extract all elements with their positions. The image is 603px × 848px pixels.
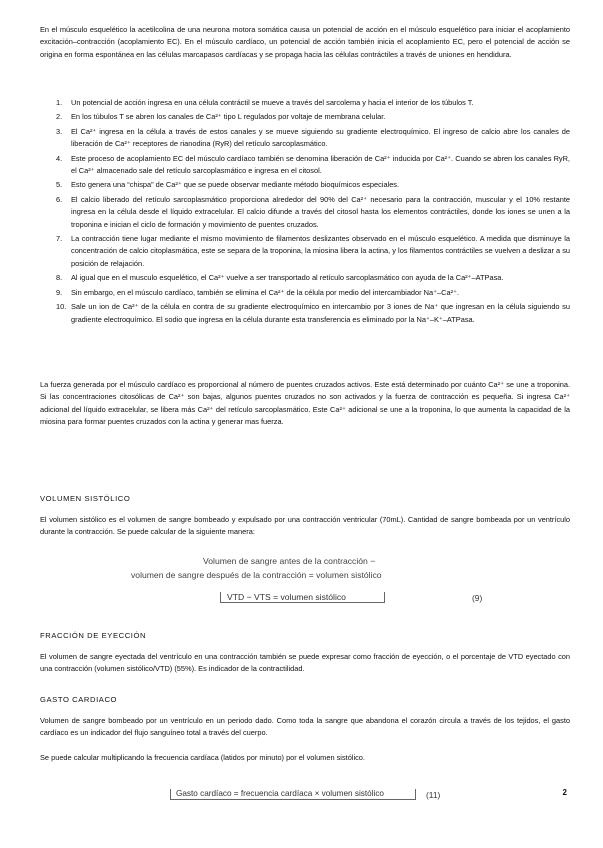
list-item-text: Un potencial de acción ingresa en una célula contráctil se mueve a través del sarcolema y hacia el interior de los túbulos T. <box>71 98 474 107</box>
gasto-cardiaco-paragraph-1: Volumen de sangre bombeado por un ventrículo en un periodo dado. Como toda la sangre que abandona el corazón circula a través de los tejidos, el gasto cardíaco es un indicador del flujo sanguíneo total a través del cuerpo. <box>40 716 570 738</box>
equation-line-1: Volumen de sangre antes de la contracción − <box>203 556 376 566</box>
ec-coupling-steps-list <box>40 97 570 328</box>
equation-boxed-text: Gasto cardíaco = frecuencia cardíaca × volumen sistólico <box>176 789 384 798</box>
equation-number: (11) <box>426 790 441 800</box>
force-paragraph: La fuerza generada por el músculo cardíaco es proporcional al número de puentes cruzados activos. Este está determinado por cuánto Ca²⁺ se une a troponina. Si las concentraciones citosólicas de Ca²⁺ son bajas, algunos puentes cruzados no son activados y la fuerza de contracción es pequeña. Si ingresa Ca²⁺ adicional del líquido extracelular, se libera más Ca²⁺ del retículo sarcoplasmático. Este Ca²⁺ adicional se une a la troponina, lo que aumenta la capacidad de la miosina para formar puentes cruzados con la actina y generar mas fuerza. <box>40 380 570 427</box>
list-item-text: El Ca²⁺ ingresa en la célula a través de estos canales y se mueve siguiendo su gradiente electroquímico. El ingreso de calcio abre los canales de liberación de Ca²⁺ receptores de rianodina (RyR) del retículo sarcoplasmático. <box>71 126 570 149</box>
gasto-cardiaco-paragraph-2: Se puede calcular multiplicando la frecuencia cardíaca (latidos por minuto) por el volumen sistólico. <box>40 753 365 762</box>
list-item <box>40 194 570 231</box>
list-item-text: Esto genera una “chispa” de Ca²⁺ que se puede observar mediante método bioquímicos especiales. <box>71 180 400 190</box>
list-item <box>40 301 570 326</box>
list-item <box>40 111 570 123</box>
list-item <box>40 97 570 109</box>
list-item-number: 7. <box>56 234 63 244</box>
list-item <box>40 272 570 284</box>
page-number: 2 <box>562 788 567 797</box>
list-item-text: Al igual que en el musculo esquelético, el Ca²⁺ vuelve a ser transportado al retículo sarcoplasmático con ayuda de la Ca²⁺–ATPasa. <box>71 273 504 283</box>
fraccion-eyeccion-paragraph: El volumen de sangre eyectada del ventrículo en una contracción también se puede expresar como fracción de eyección, o el porcentaje de VTD eyectado con una contracción (volumen sistólico/VTD) (55%). Es indicador de la contractilidad. <box>40 652 570 674</box>
list-item-number: 2. <box>56 112 63 122</box>
list-item-text: La contracción tiene lugar mediante el mismo movimiento de filamentos deslizantes observado en el músculo esquelético. A medida que disminuye la concentración de calcio citoplasmática, este se separa de la troponina, la miosina libera la actina, y los filamentos contráctiles se vuelven a deslizar a su posición de relajación. <box>71 234 570 268</box>
list-item <box>40 126 570 151</box>
list-item-number: 6. <box>56 194 63 204</box>
section-title-volumen-sistolico: VOLUMEN SISTÓLICO <box>40 494 131 503</box>
list-item <box>40 153 570 178</box>
equation-boxed-text: VTD − VTS = volumen sistólico <box>227 592 346 602</box>
list-item-number: 8. <box>56 273 63 283</box>
list-item <box>40 179 570 191</box>
list-item-number: 10. <box>56 302 67 312</box>
list-item-text: Sin embargo, en el músculo cardíaco, también se elimina el Ca²⁺ de la célula por medio del intercambiador Na⁺–Ca²⁺. <box>71 287 459 297</box>
list-item-number: 5. <box>56 180 63 190</box>
list-item-text: El calcio liberado del retículo sarcoplasmático proporciona alrededor del 90% del Ca²⁺ necesario para la contracción, muscular y el 10% restante ingresa en la célula desde el líquido extracelular. El calcio difunde a través del citosol hasta los elementos contráctiles, donde los iones se unen a la troponina e inician el ciclo de formación y movimiento de puentes cruzados. <box>71 194 570 229</box>
list-item-number: 3. <box>56 126 63 136</box>
list-item <box>40 233 570 270</box>
equation-line-2: volumen de sangre después de la contracción = volumen sistólico <box>131 570 382 580</box>
list-item-number: 1. <box>56 98 63 107</box>
equation-number: (9) <box>472 593 483 603</box>
list-item-text: Sale un ion de Ca²⁺ de la célula en contra de su gradiente electroquímico en intercambio por 3 iones de Na⁺ que ingresan en la célula siguiendo su gradiente electroquímico. El sodio que ingresa en la célula durante esta transferencia es eliminado por la Na⁺–K⁺–ATPasa. <box>71 302 570 324</box>
list-item <box>40 287 570 299</box>
list-item-text: En los túbulos T se abren los canales de Ca²⁺ tipo L regulados por voltaje de membrana celular. <box>71 112 386 122</box>
intro-paragraph: En el músculo esquelético la acetilcolina de una neurona motora somática causa un potencial de acción en el músculo esquelético para iniciar el acoplamiento excitación–contracción (acoplamiento EC). En el músculo cardíaco, un potencial de acción también inicia el acoplamiento EC, pero el potencial de acción se origina en forma espontánea en las células marcapasos cardíacas y se propaga hacia las células contráctiles a través de uniones en hendidura. <box>40 25 570 59</box>
list-item-text: Este proceso de acoplamiento EC del músculo cardíaco también se denomina liberación de Ca²⁺ inducida por Ca²⁺. Cuando se abren los canales RyR, el Ca²⁺ almacenado sale del retículo sarcoplasmático e ingresa en el citosol. <box>71 153 570 176</box>
volumen-sistolico-paragraph: El volumen sistólico es el volumen de sangre bombeado y expulsado por una contracción ventricular (70mL). Cantidad de sangre bombeada por un ventrículo durante la contracción. Se puede calcular de la siguiente manera: <box>40 515 570 537</box>
list-item-number: 9. <box>56 287 63 297</box>
section-title-gasto-cardiaco: GASTO CARDIACO <box>40 695 118 704</box>
list-item-number: 4. <box>56 153 63 163</box>
section-title-fraccion-eyeccion: FRACCIÓN DE EYECCIÓN <box>40 631 147 640</box>
